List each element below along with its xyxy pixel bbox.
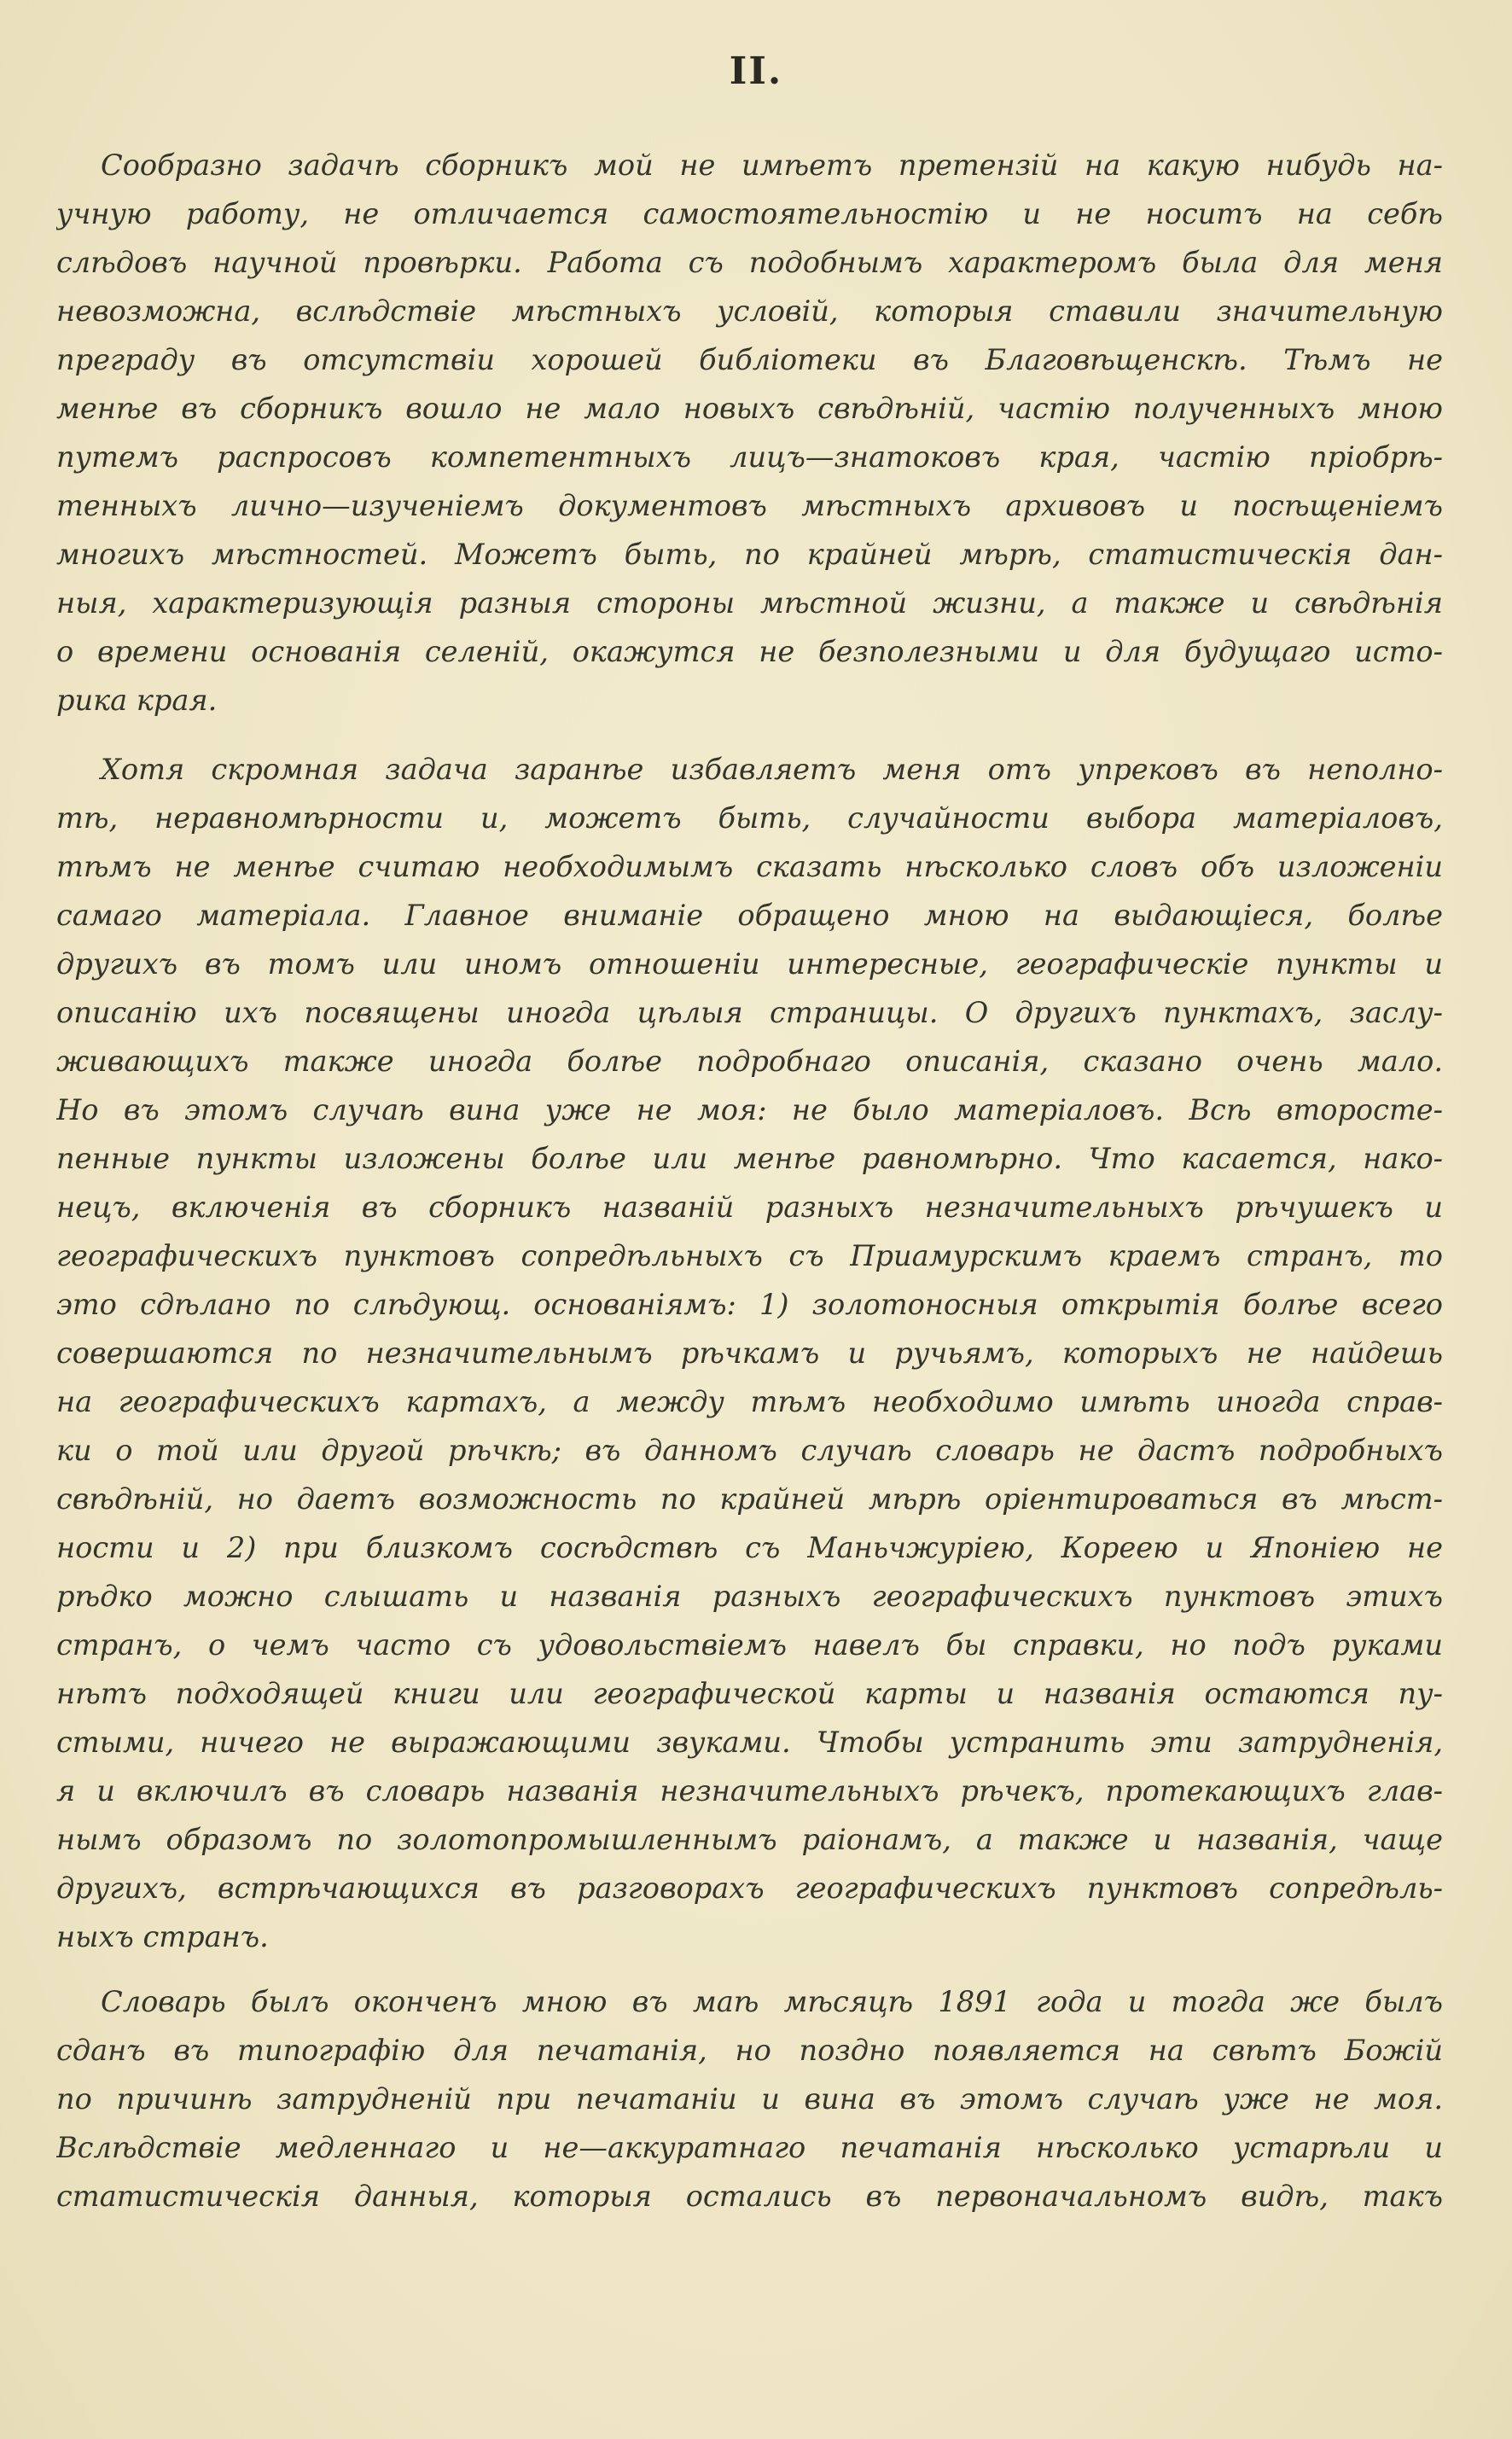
text-line: Но въ этомъ случаѣ вина уже не моя: не было матеріаловъ. Всѣ второсте- (56, 1093, 1443, 1126)
text-line: Хотя скромная задача заранѣе избавляетъ меня отъ упрековъ въ неполно- (101, 753, 1443, 786)
text-line: странъ, о чемъ часто съ удовольствіемъ навелъ бы справки, но подъ руками (56, 1628, 1443, 1662)
text-line: ныхъ странъ. (56, 1920, 269, 1953)
text-line: ки о той или другой рѣчкѣ; въ данномъ случаѣ словарь не дастъ подробныхъ (56, 1434, 1443, 1467)
text-line: другихъ, встрѣчающихся въ разговорахъ географическихъ пунктовъ сопредѣль- (56, 1871, 1443, 1905)
paragraph-2 (56, 745, 1443, 1961)
text-line: менѣе въ сборникъ вошло не мало новыхъ свѣдѣній, частію полученныхъ мною (56, 392, 1443, 425)
text-line: стыми, ничего не выражающими звуками. Чтобы устранить эти затрудненія, (56, 1726, 1443, 1759)
text-line: преграду въ отсутствіи хорошей библіотеки въ Благовѣщенскѣ. Тѣмъ не (56, 343, 1443, 376)
text-line: я и включилъ въ словарь названія незначительныхъ рѣчекъ, протекающихъ глав- (56, 1774, 1443, 1807)
text-line: Вслѣдствіе медленнаго и не—аккуратнаго печатанія нѣсколько устарѣли и (56, 2131, 1443, 2164)
text-line: на географическихъ картахъ, а между тѣмъ необходимо имѣть иногда справ- (56, 1385, 1443, 1418)
text-line: рика края. (56, 684, 218, 717)
text-line: самаго матеріала. Главное вниманіе обращено мною на выдающіеся, болѣе (56, 899, 1443, 932)
text-line: тѣ, неравномѣрности и, можетъ быть, случайности выбора матеріаловъ, (56, 801, 1443, 835)
text-line: учную работу, не отличается самостоятельностію и не носитъ на себѣ (56, 197, 1443, 230)
text-line: описанію ихъ посвящены иногда цѣлыя страницы. О другихъ пунктахъ, заслу- (56, 996, 1443, 1029)
text-line: Словарь былъ оконченъ мною въ маѣ мѣсяцѣ 1891 года и тогда же былъ (101, 1985, 1443, 2018)
text-line: свѣдѣній, но даетъ возможность по крайней мѣрѣ оріентироваться въ мѣст- (56, 1482, 1443, 1516)
paragraph-1 (56, 141, 1443, 725)
text-line: путемъ распросовъ компетентныхъ лицъ—знатоковъ края, частію пріобрѣ- (56, 440, 1443, 474)
text-line: тенныхъ лично—изученіемъ документовъ мѣстныхъ архивовъ и посѣщеніемъ (56, 489, 1443, 522)
text-line: нѣтъ подходящей книги или географической карты и названія остаются пу- (56, 1677, 1443, 1710)
page-number: II. (729, 49, 783, 93)
text-line: о времени основанія селеній, окажутся не безполезными и для будущаго исто- (56, 635, 1443, 668)
text-line: живающихъ также иногда болѣе подробнаго описанія, сказано очень мало. (56, 1045, 1443, 1078)
text-line: нецъ, включенія въ сборникъ названій разныхъ незначительныхъ рѣчушекъ и (56, 1190, 1443, 1224)
text-line: совершаются по незначительнымъ рѣчкамъ и ручьямъ, которыхъ не найдешь (56, 1336, 1443, 1370)
text-line: статистическія данныя, которыя остались въ первоначальномъ видѣ, такъ (56, 2180, 1443, 2213)
text-line: пенные пункты изложены болѣе или менѣе равномѣрно. Что касается, нако- (56, 1142, 1443, 1175)
text-line: невозможна, вслѣдствіе мѣстныхъ условій, которыя ставили значительную (56, 294, 1443, 328)
text-line: Сообразно задачѣ сборникъ мой не имѣетъ претензій на какую нибудь на- (101, 148, 1443, 182)
paragraph-3 (56, 1977, 1443, 2221)
text-line: многихъ мѣстностей. Можетъ быть, по крайней мѣрѣ, статистическія дан- (56, 538, 1443, 571)
text-line: сданъ въ типографію для печатанія, но поздно появляется на свѣтъ Божій (56, 2034, 1443, 2067)
text-line: слѣдовъ научной провѣрки. Работа съ подобнымъ характеромъ была для меня (56, 246, 1443, 279)
text-line: рѣдко можно слышать и названія разныхъ географическихъ пунктовъ этихъ (56, 1580, 1443, 1613)
text-line: тѣмъ не менѣе считаю необходимымъ сказать нѣсколько словъ объ изложеніи (56, 850, 1443, 883)
text-line: другихъ въ томъ или иномъ отношеніи интересные, географическіе пункты и (56, 947, 1443, 981)
text-line: по причинѣ затрудненій при печатаніи и вина въ этомъ случаѣ уже не моя. (56, 2082, 1443, 2116)
text-line: нымъ образомъ по золотопромышленнымъ раіонамъ, а также и названія, чаще (56, 1823, 1443, 1856)
text-line: это сдѣлано по слѣдующ. основаніямъ: 1) золотоносныя открытія болѣе всего (56, 1288, 1443, 1321)
text-line: географическихъ пунктовъ сопредѣльныхъ съ Приамурскимъ краемъ странъ, то (56, 1239, 1443, 1272)
text-line: ныя, характеризующія разныя стороны мѣстной жизни, а также и свѣдѣнія (56, 586, 1443, 620)
text-line: ности и 2) при близкомъ сосѣдствѣ съ Маньчжуріею, Кореею и Японіею не (56, 1531, 1443, 1564)
